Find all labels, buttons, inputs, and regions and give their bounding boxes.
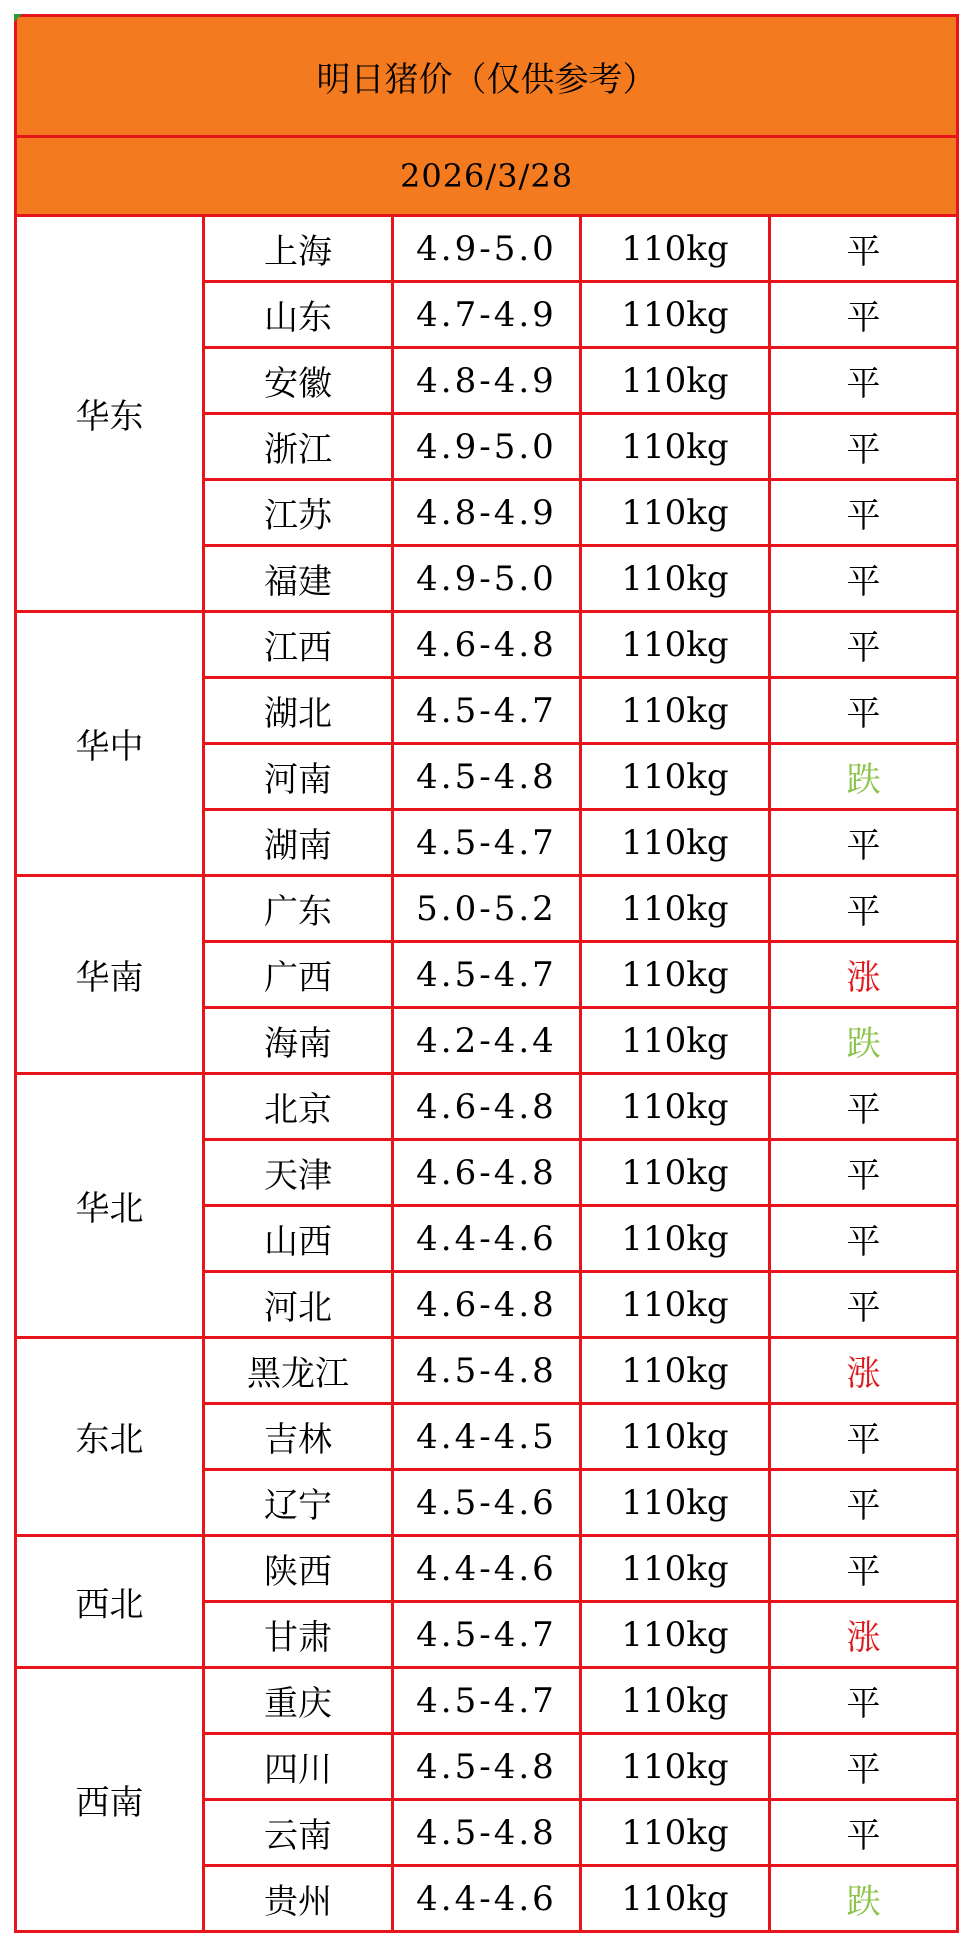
weight-cell: 110kg bbox=[581, 480, 770, 546]
region-cell: 华北 bbox=[16, 1074, 204, 1338]
province-cell: 四川 bbox=[204, 1734, 393, 1800]
weight-cell: 110kg bbox=[581, 1602, 770, 1668]
price-cell: 4.5-4.8 bbox=[393, 744, 581, 810]
weight-cell: 110kg bbox=[581, 1140, 770, 1206]
weight-cell: 110kg bbox=[581, 1800, 770, 1866]
weight-cell: 110kg bbox=[581, 348, 770, 414]
province-cell: 云南 bbox=[204, 1800, 393, 1866]
province-cell: 天津 bbox=[204, 1140, 393, 1206]
weight-cell: 110kg bbox=[581, 1470, 770, 1536]
trend-cell: 涨 bbox=[770, 1602, 958, 1668]
table-row bbox=[16, 876, 958, 942]
table-row bbox=[16, 216, 958, 282]
price-cell: 4.6-4.8 bbox=[393, 1140, 581, 1206]
trend-cell: 平 bbox=[770, 1074, 958, 1140]
trend-cell: 平 bbox=[770, 1470, 958, 1536]
trend-cell: 平 bbox=[770, 1272, 958, 1338]
price-cell: 4.4-4.5 bbox=[393, 1404, 581, 1470]
weight-cell: 110kg bbox=[581, 678, 770, 744]
province-cell: 辽宁 bbox=[204, 1470, 393, 1536]
province-cell: 山东 bbox=[204, 282, 393, 348]
weight-cell: 110kg bbox=[581, 1008, 770, 1074]
province-cell: 江西 bbox=[204, 612, 393, 678]
price-cell: 4.5-4.7 bbox=[393, 942, 581, 1008]
price-cell: 4.4-4.6 bbox=[393, 1206, 581, 1272]
table-body bbox=[16, 16, 958, 1932]
province-cell: 安徽 bbox=[204, 348, 393, 414]
province-cell: 重庆 bbox=[204, 1668, 393, 1734]
province-cell: 甘肃 bbox=[204, 1602, 393, 1668]
region-cell: 华中 bbox=[16, 612, 204, 876]
price-cell: 4.2-4.4 bbox=[393, 1008, 581, 1074]
price-cell: 4.5-4.7 bbox=[393, 1602, 581, 1668]
province-cell: 山西 bbox=[204, 1206, 393, 1272]
pig-price-table bbox=[14, 14, 959, 1933]
province-cell: 广东 bbox=[204, 876, 393, 942]
price-cell: 4.5-4.7 bbox=[393, 678, 581, 744]
table-row bbox=[16, 1668, 958, 1734]
weight-cell: 110kg bbox=[581, 942, 770, 1008]
province-cell: 北京 bbox=[204, 1074, 393, 1140]
weight-cell: 110kg bbox=[581, 1866, 770, 1932]
weight-cell: 110kg bbox=[581, 1404, 770, 1470]
price-cell: 4.5-4.8 bbox=[393, 1800, 581, 1866]
province-cell: 广西 bbox=[204, 942, 393, 1008]
trend-cell: 平 bbox=[770, 1206, 958, 1272]
trend-cell: 跌 bbox=[770, 744, 958, 810]
weight-cell: 110kg bbox=[581, 810, 770, 876]
weight-cell: 110kg bbox=[581, 744, 770, 810]
weight-cell: 110kg bbox=[581, 1272, 770, 1338]
weight-cell: 110kg bbox=[581, 1338, 770, 1404]
region-cell: 东北 bbox=[16, 1338, 204, 1536]
trend-cell: 平 bbox=[770, 414, 958, 480]
province-cell: 吉林 bbox=[204, 1404, 393, 1470]
price-cell: 5.0-5.2 bbox=[393, 876, 581, 942]
price-cell: 4.5-4.6 bbox=[393, 1470, 581, 1536]
weight-cell: 110kg bbox=[581, 414, 770, 480]
trend-cell: 平 bbox=[770, 876, 958, 942]
trend-cell: 平 bbox=[770, 480, 958, 546]
price-sheet bbox=[14, 14, 956, 1933]
region-cell: 华南 bbox=[16, 876, 204, 1074]
trend-cell: 平 bbox=[770, 1140, 958, 1206]
price-cell: 4.8-4.9 bbox=[393, 480, 581, 546]
province-cell: 福建 bbox=[204, 546, 393, 612]
table-row bbox=[16, 1536, 958, 1602]
price-cell: 4.9-5.0 bbox=[393, 546, 581, 612]
province-cell: 河南 bbox=[204, 744, 393, 810]
province-cell: 贵州 bbox=[204, 1866, 393, 1932]
date-row bbox=[16, 137, 958, 216]
trend-cell: 平 bbox=[770, 1668, 958, 1734]
province-cell: 湖南 bbox=[204, 810, 393, 876]
price-cell: 4.5-4.7 bbox=[393, 1668, 581, 1734]
trend-cell: 涨 bbox=[770, 942, 958, 1008]
trend-cell: 平 bbox=[770, 612, 958, 678]
province-cell: 江苏 bbox=[204, 480, 393, 546]
weight-cell: 110kg bbox=[581, 1074, 770, 1140]
price-cell: 4.4-4.6 bbox=[393, 1866, 581, 1932]
region-cell: 西南 bbox=[16, 1668, 204, 1932]
weight-cell: 110kg bbox=[581, 1536, 770, 1602]
price-cell: 4.8-4.9 bbox=[393, 348, 581, 414]
trend-cell: 平 bbox=[770, 678, 958, 744]
trend-cell: 平 bbox=[770, 1800, 958, 1866]
trend-cell: 跌 bbox=[770, 1008, 958, 1074]
province-cell: 河北 bbox=[204, 1272, 393, 1338]
province-cell: 上海 bbox=[204, 216, 393, 282]
price-cell: 4.5-4.8 bbox=[393, 1734, 581, 1800]
region-cell: 华东 bbox=[16, 216, 204, 612]
province-cell: 湖北 bbox=[204, 678, 393, 744]
trend-cell: 跌 bbox=[770, 1866, 958, 1932]
weight-cell: 110kg bbox=[581, 546, 770, 612]
price-cell: 4.6-4.8 bbox=[393, 1272, 581, 1338]
title-row bbox=[16, 16, 958, 137]
trend-cell: 涨 bbox=[770, 1338, 958, 1404]
province-cell: 陕西 bbox=[204, 1536, 393, 1602]
province-cell: 海南 bbox=[204, 1008, 393, 1074]
weight-cell: 110kg bbox=[581, 1734, 770, 1800]
weight-cell: 110kg bbox=[581, 282, 770, 348]
weight-cell: 110kg bbox=[581, 216, 770, 282]
trend-cell: 平 bbox=[770, 282, 958, 348]
table-row bbox=[16, 1338, 958, 1404]
price-cell: 4.5-4.8 bbox=[393, 1338, 581, 1404]
table-row bbox=[16, 612, 958, 678]
province-cell: 黑龙江 bbox=[204, 1338, 393, 1404]
weight-cell: 110kg bbox=[581, 1206, 770, 1272]
corner-marker bbox=[14, 14, 22, 22]
trend-cell: 平 bbox=[770, 546, 958, 612]
weight-cell: 110kg bbox=[581, 612, 770, 678]
weight-cell: 110kg bbox=[581, 876, 770, 942]
price-cell: 4.9-5.0 bbox=[393, 414, 581, 480]
region-cell: 西北 bbox=[16, 1536, 204, 1668]
trend-cell: 平 bbox=[770, 810, 958, 876]
trend-cell: 平 bbox=[770, 1536, 958, 1602]
trend-cell: 平 bbox=[770, 1734, 958, 1800]
price-cell: 4.7-4.9 bbox=[393, 282, 581, 348]
date-label: 2026/3/28 bbox=[16, 137, 958, 216]
price-cell: 4.9-5.0 bbox=[393, 216, 581, 282]
weight-cell: 110kg bbox=[581, 1668, 770, 1734]
trend-cell: 平 bbox=[770, 1404, 958, 1470]
price-cell: 4.4-4.6 bbox=[393, 1536, 581, 1602]
price-cell: 4.5-4.7 bbox=[393, 810, 581, 876]
price-cell: 4.6-4.8 bbox=[393, 1074, 581, 1140]
trend-cell: 平 bbox=[770, 216, 958, 282]
table-row bbox=[16, 1074, 958, 1140]
price-cell: 4.6-4.8 bbox=[393, 612, 581, 678]
trend-cell: 平 bbox=[770, 348, 958, 414]
page-title: 明日猪价（仅供参考） bbox=[16, 16, 958, 137]
province-cell: 浙江 bbox=[204, 414, 393, 480]
